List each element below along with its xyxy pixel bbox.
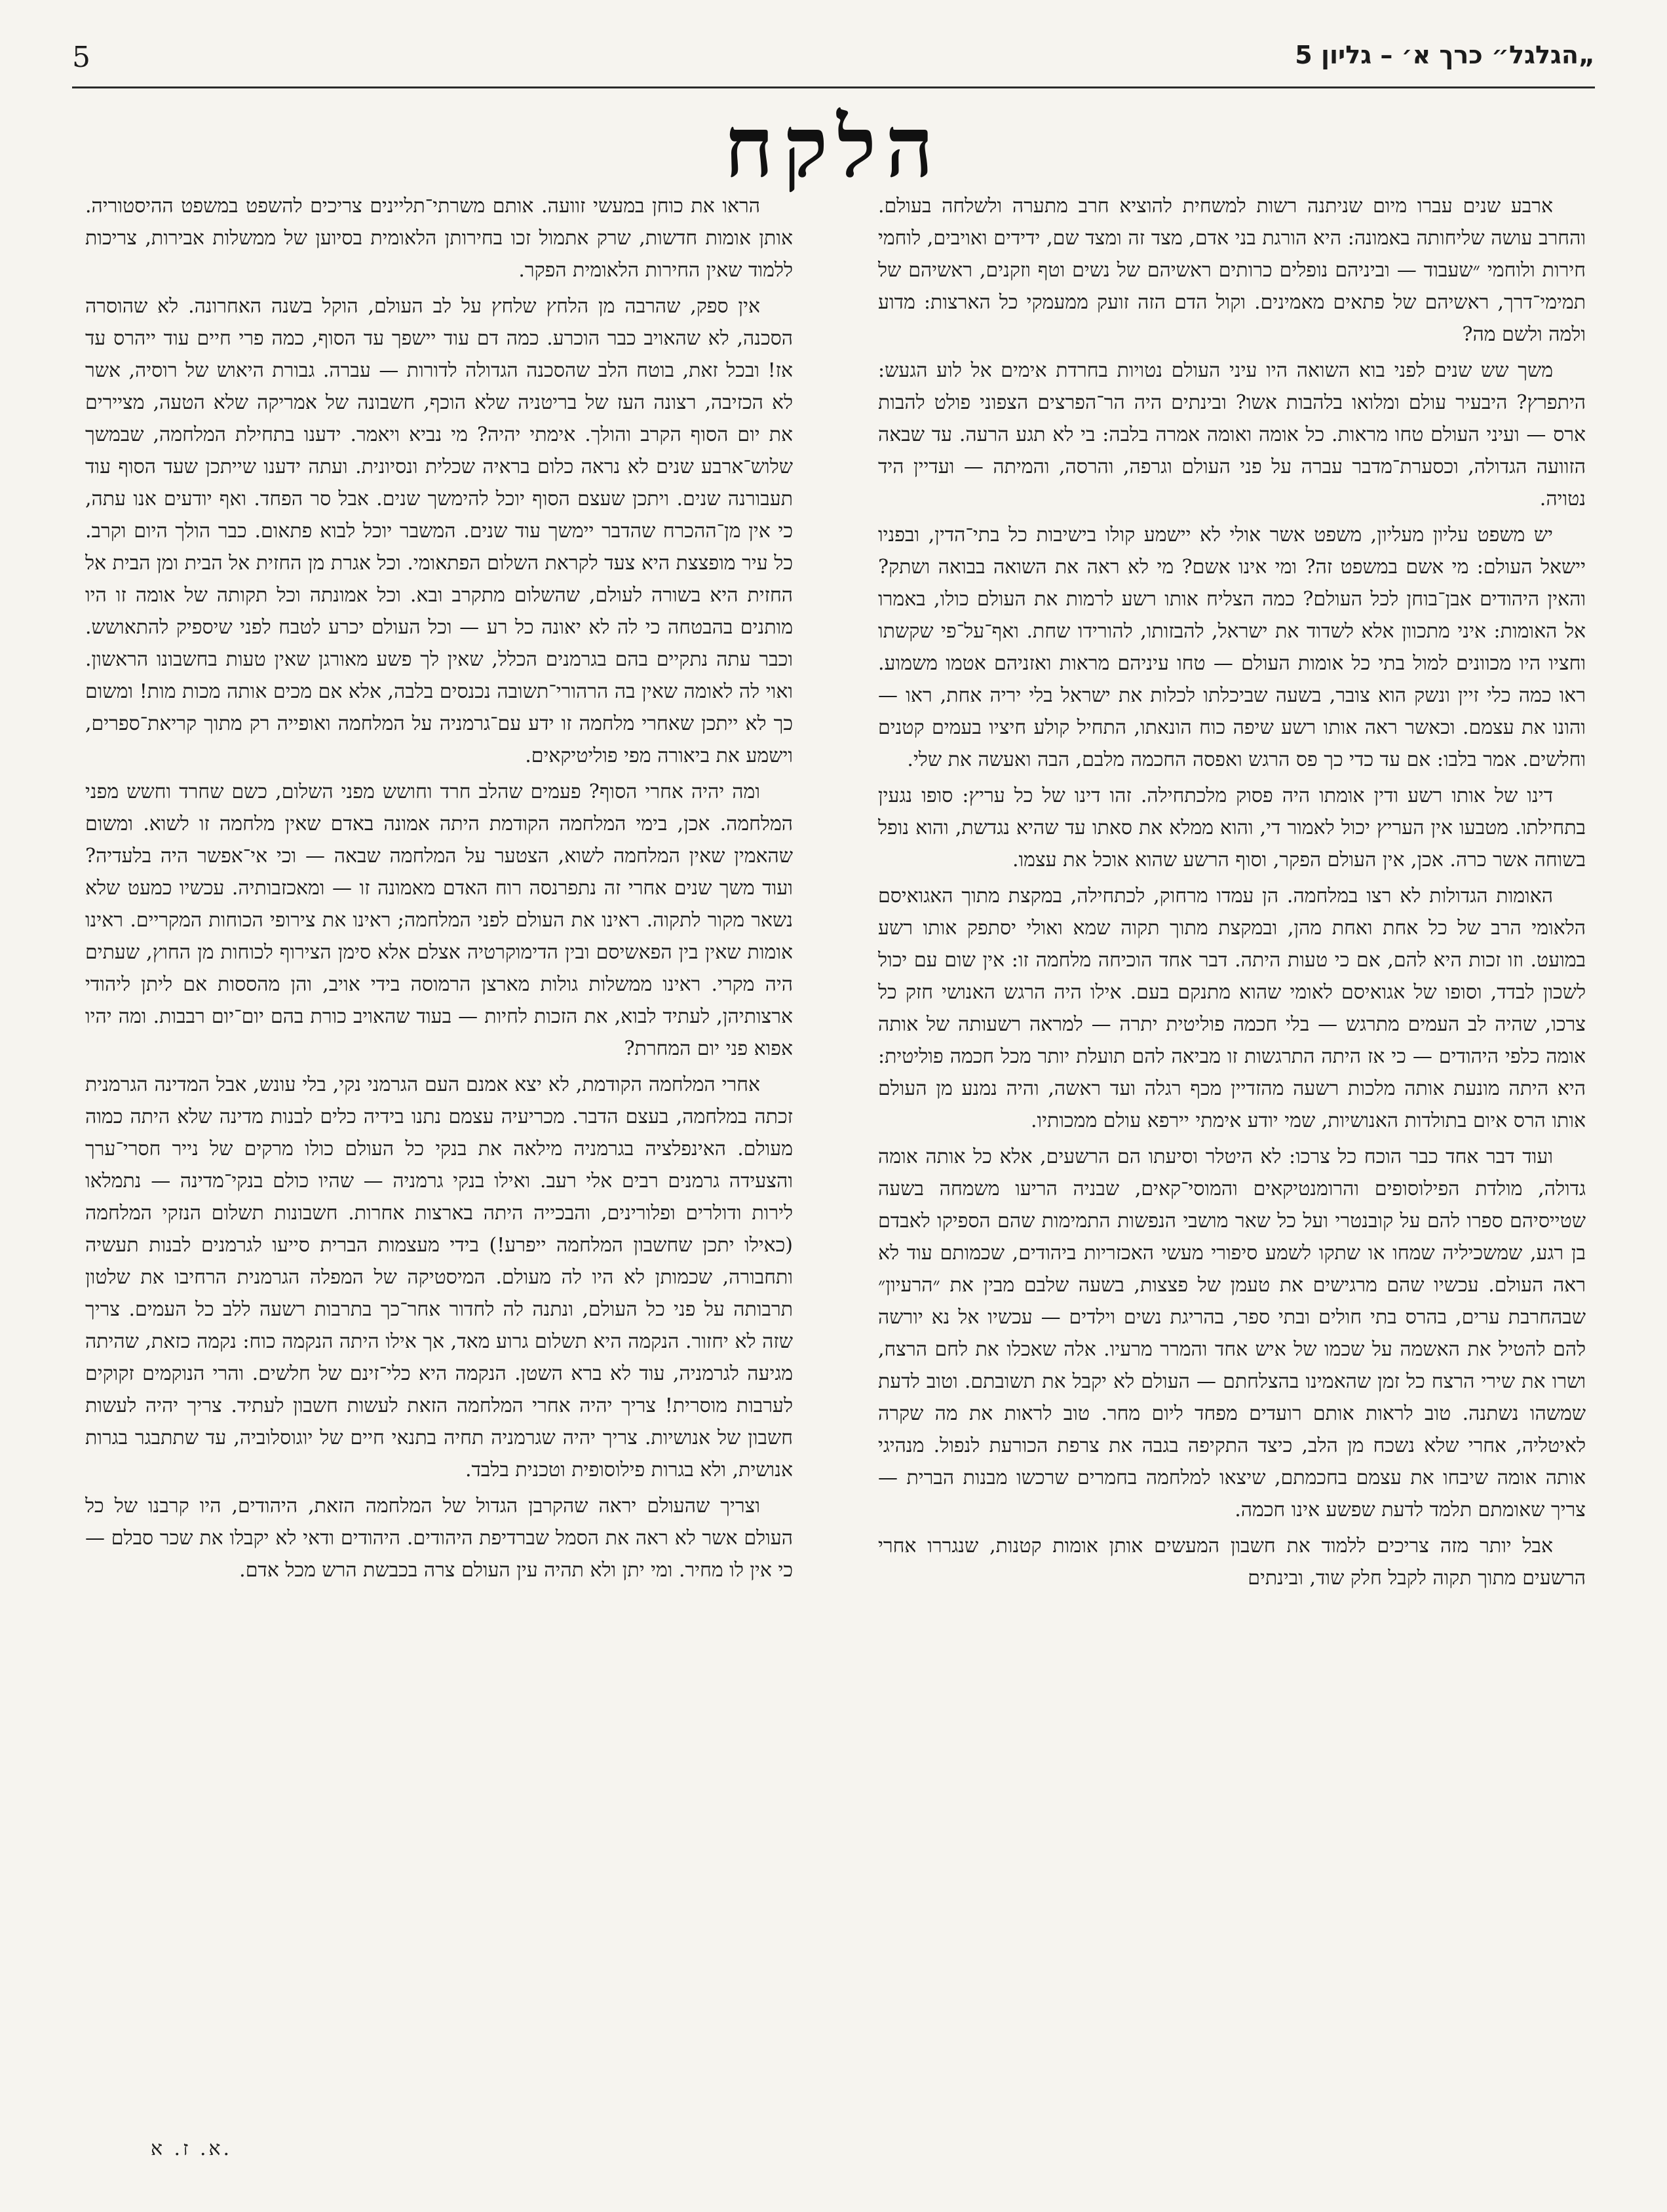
author-signature: א. ז. א. — [151, 2137, 233, 2160]
paragraph: ועוד דבר אחד כבר הוכח כל צרכו: לא היטלר וסיעתו הם הרשעים, אלא כל אותה אומה גדולה, מולדת הפילוסופים והרומנטיקאים והמוסי־קאים, שבניה הריעו משמחה בשעה שטייסיהם ספרו להם על קובנטרי ועל כל שאר מושבי הנפשות התמימות שהם הספיקו לאבדם בן רגע, שמשכיליה שמחו או שתקו לשמע סיפורי מעשי האכזריות ביהודים, שכמותם עוד לא ראה העולם. עכשיו שהם מרגישים את טעמן של פצצות, בשעה שלבם מבין את ״הרעיון״ שבהחרבת ערים, בהרס בתי חולים ובתי ספר, בהריגת נשים וילדים — עכשיו אל נא יורשה להם להטיל את האשמה על שכמו של איש אחד והמרר מרעיו. אלה שאכלו את לחם הרצח, ושרו את שירי הרצח כל זמן שהאמינו בהצלחתם — העולם לא יקבל את תשובתם. וטוב לדעת שמשהו נשתנה. טוב לראות אותם רועדים מפחד ליום מחר. טוב לראות את מה שקרה לאיטליה, אחרי שלא נשכח מן הלב, כיצד התקיפה בגבה את צרפת הכורעת לנפול. מנהיגי אותה אומה שיבחו את עצמם בחכמתם, שיצאו למלחמה בחמרים שרכשו מבנות הברית — צריך שאומתם תלמד לדעת שפשע אינו חכמה. — [878, 1145, 1586, 1521]
paragraph: דינו של אותו רשע ודין אומתו היה פסוק מלכתחילה. זהו דינו של כל עריץ: סופו נגעין בתחילתו. מטבעו אין העריץ יכול לאמור די, והוא ממלא את סאתו עד שהיא נגדשת, והוא נופל בשוחה אשר כרה. אכן, אין העולם הפקר, וסוף הרשע שהוא אוכל את עצמו. — [878, 784, 1586, 871]
paragraph: האומות הגדולות לא רצו במלחמה. הן עמדו מרחוק, לכתחילה, במקצת מתוך האגואיסם הלאומי הרב של כל אחת ואחת מהן, ובמקצת מתוך תקוה שמא ואולי יסתפק אותו רשע במועט. וזו זכות היא להם, אם כי טעות היתה. דבר אחד הוכיחה מלחמה זו: אין שום עם יכול לשכון לבדד, וסופו של אגואיסם לאומי שהוא מתנקם בעם. אילו היה הרגש האנושי חזק כל צרכו, שהיה לב העמים מתרגש — בלי חכמה פוליטית יתרה — למראה רשעותה של אותה אומה כלפי היהודים — כי אז היתה התרגשות זו מביאה להם תועלת יותר מכל חכמה פוליטית: היא היתה מונעת אותה מלכות רשעה מהזדיין מכף רגלה ועד ראשה, והיה נמנע מן העולם אותו הרס איום בתולדות האנושיות, שמי יודע אימתי יירפא עולם ממכותיו. — [878, 885, 1586, 1132]
article-title: הלקח — [724, 98, 943, 197]
column-left — [85, 190, 793, 2143]
paragraph: ומה יהיה אחרי הסוף? פעמים שהלב חרד וחושש מפני השלום, כשם שחרד וחשש מפני המלחמה. אכן, בימי המלחמה הקודמת היתה אמונה באדם שאין מלחמה זו לשוא. ומשום שהאמין שאין המלחמה לשוא, הצטער על המלחמה שבאה — וכי אי־אפשר היה בלעדיה? ועוד משך שנים אחרי זה נתפרנסה רוח האדם מאמונה זו — ומאכזבותיה. עכשיו כמעט שלא נשאר מקור לתקוה. ראינו את העולם לפני המלחמה; ראינו את צירופי הכוחות המקריים. ראינו אומות שאין בין הפאשיסם ובין הדימוקרטיה אצלם אלא סימן הצירוף לכוחות מן החוץ, שעתים היה מקרי. ראינו ממשלות גולות מארצן הרמוסה בידי אויב, והן מהססות אם ליתן ליהודי ארצותיהן, לעתיד לבוא, את הזכות לחיות — בעוד שהאויב כורת בהם יום־יום רבבות. ומה יהיו אפוא פני יום המחרת? — [85, 780, 793, 1060]
paragraph: יש משפט עליון מעליון, משפט אשר אולי לא יישמע קולו בישיבות כל בתי־הדין, ובפניו יישאל העולם: מי אשם במשפט זה? ומי אינו אשם? מי לא ראה את השואה בבואה ושתק? והאין היהודים אבן־בוחן לכל העולם? כמה הצליח אותו רשע לרמות את העולם כולו, באמרו אל האומות: איני מתכוון אלא לשדוד את ישראל, להבזותו, להורידו שחת. ואף־על־פי שקשתו וחציו היו מכוונים למול בתי כל אומות העולם — טחו עיניהם מראות ואזניהם אטמו משמוע. ראו כמה כלי זיין ונשק הוא צובר, בשעה שביכלתו לכלות את ישראל בלי יריה אחת, ראו — והונו את עצמם. וכאשר ראה אותו רשע שיפה כוח הונאתו, התחיל קולע חיציו בעמים קטנים וחלשים. אמר בלבו: אם עד כדי כך פס הרגש ואפסה החכמה מלבם, הבה ואעשה את שלי. — [878, 524, 1586, 771]
paragraph: אין ספק, שהרבה מן הלחץ שלחץ על לב העולם, הוקל בשנה האחרונה. לא שהוסרה הסכנה, לא שהאויב כבר הוכרע. כמה דם עוד יישפך עד הסוף, כמה פרי חיים עוד ייהרס עד אז! ובכל זאת, בוטח הלב שהסכנה הגדולה לדורות — עברה. גבורת היאוש של רוסיה, אשר לא הכזיבה, רצונה העז של בריטניה שלא הוכף, חשבונה של אמריקה שלא הטעה, מציירים את יום הסוף הקרב והולך. אימתי יהיה? מי נביא ויאמר. ידענו בתחילת המלחמה, שבמשך שלוש־ארבע שנים לא נראה כלום בראיה שכלית ונסיונית. ועתה ידענו שייתכן שעד הסוף עוד תעבורנה שנים. ויתכן שעצם הסוף יוכל להימשך שנים. אבל סר הפחד. ואף יודעים אנו עתה, כי אין מן־ההכרח שהדבר יימשך עוד שנים. המשבר יוכל לבוא פתאום. כבר הולך היום וקרב. כל עיר מופצצת היא צעד לקראת השלום הפתאומי. וכל אגרת מן החזית אל הבית ומן הבית אל החזית היא בשורה לעולם, שהשלום מתקרב ובא. וכל אמונתה וכל תקותה של אומה זו היו מותנים בהבטחה כי לה לא יאונה כל רע — וכל העולם יכרע לטבח לפני שיספיק להתאושש. וכבר עתה נתקיים בהם בגרמנים הכלל, שאין לך פשע מאורגן שאין טעות בחשבונו הראשון. ואוי לה לאומה שאין בה הרהורי־תשובה נכנסים בלבה, אלא אם מכים אותה מכות מות! ומשום כך לא ייתכן שאחרי מלחמה זו ידע עם־גרמניה על המלחמה ואופייה רק מתוך קריאת־ספרים, וישמע את ביאורה מפי פוליטיקאים. — [85, 295, 793, 767]
column-right — [878, 190, 1586, 2143]
paragraph: ארבע שנים עברו מיום שניתנה רשות למשחית להוציא חרב מתערה ולשלחה בעולם. והחרב עושה שליחותה באמונה: היא הורגת בני אדם, מצד זה ומצד שם, ידידים ואויבים, לוחמי חירות ולוחמי ״שעבוד — וביניהם נופלים כרותים ראשיהם של נשים וטף וזקנים, ראשיהם של תמימי־דרך, ראשיהם של פתאים מאמינים. וקול הדם הזה זועק ממעמקי כל הארצות: מדוע ולמה ולשם מה? — [878, 195, 1586, 346]
paragraph: וצריך שהעולם יראה שהקרבן הגדול של המלחמה הזאת, היהודים, היו קרבנו של כל העולם אשר לא ראה את הסמל שברדיפת היהודים. היהודים ודאי לא יקבלו את שכר סבלם — כי אין לו מחיר. ומי יתן ולא תהיה עין העולם צרה בכבשת הרש מכל אדם. — [85, 1495, 793, 1582]
paragraph: אחרי המלחמה הקודמת, לא יצא אמנם העם הגרמני נקי, בלי עונש, אבל המדינה הגרמנית זכתה במלחמה, בעצם הדבר. מכריעיה עצמם נתנו בידיה כלים לבנות מדינה שלא היתה כמוה מעולם. האינפלציה בגרמניה מילאה את בנקי כל העולם כולו מרקים של נייר חסרי־ערך והצעידה גרמנים רבים אלי רעב. ואילו בנקי גרמניה — שהיו כולם בנקי־מדינה — נתמלאו לירות ודולרים ופלורינים, והבכייה היתה בארצות אחרות. חשבונות תשלום הנזקי המלחמה (כאילו יתכן שחשבון המלחמה ייפרע!) בידי מעצמות הברית סייעו לגרמנים לבנות תעשיה ותחבורה, שכמותן לא היו לה מעולם. המיסטיקה של המפלה הגרמנית הרחיבו את שלטון תרבותה על פני כל העולם, ונתנה לה לחדור אחר־כך בתרבות רשעה ללב כל העמים. צריך שזה לא יחזור. הנקמה היא תשלום גרוע מאד, אך אילו היתה הנקמה כוח: נקמה כזאת, שהיתה מגיעה לגרמניה, עוד לא ברא השטן. הנקמה היא כלי־זינם של חלשים. והרי הנוקמים זקוקים לערבות מוסרית! צריך יהיה אחרי המלחמה הזאת לעשות חשבון לעתיד. צריך יהיה לעשות חשבון של אנושיות. צריך יהיה שגרמניה תחיה בתנאי חיים של יוגוסלוביה, עד שתתבגר בגרות אנושית, ולא בגרות פילוסופית וטכנית בלבד. — [85, 1073, 793, 1481]
page-header — [72, 41, 1595, 88]
paragraph: משך שש שנים לפני בוא השואה היו עיני העולם נטויות בחרדת אימים אל לוע הגעש: היתפרץ? היבעיר עולם ומלואו בלהבות אשו? ובינתים היה הר־הפרצים הצפוני פולט להבות ארס — ועיני העולם טחו מראות. כל אומה ואומה אמרה בלבה: בי לא תגע הרעה. עד שבאה הזוועה הגדולה, וכסערת־מדבר עברה על פני העולם וגרפה, והרסה, והמיתה — ועדיין היד נטויה. — [878, 359, 1586, 510]
page-number: 5 — [72, 41, 90, 74]
paragraph: הראו את כוחן במעשי זוועה. אותם משרתי־תליינים צריכים להשפט במשפט ההיסטוריה. אותן אומות חדשות, שרק אתמול זכו בחירותן הלאומית בסיוען של ממשלות אבירות, צריכות ללמוד שאין החירות הלאומית הפקר. — [85, 195, 793, 282]
running-head: „הגלגל״ כרך א׳ – גליון 5 — [1295, 41, 1595, 69]
paragraph: אבל יותר מזה צריכים ללמוד את חשבון המעשים אותן אומות קטנות, שנגררו אחרי הרשעים מתוך תקוה לקבל חלק שוד, ובינתים — [878, 1535, 1586, 1590]
